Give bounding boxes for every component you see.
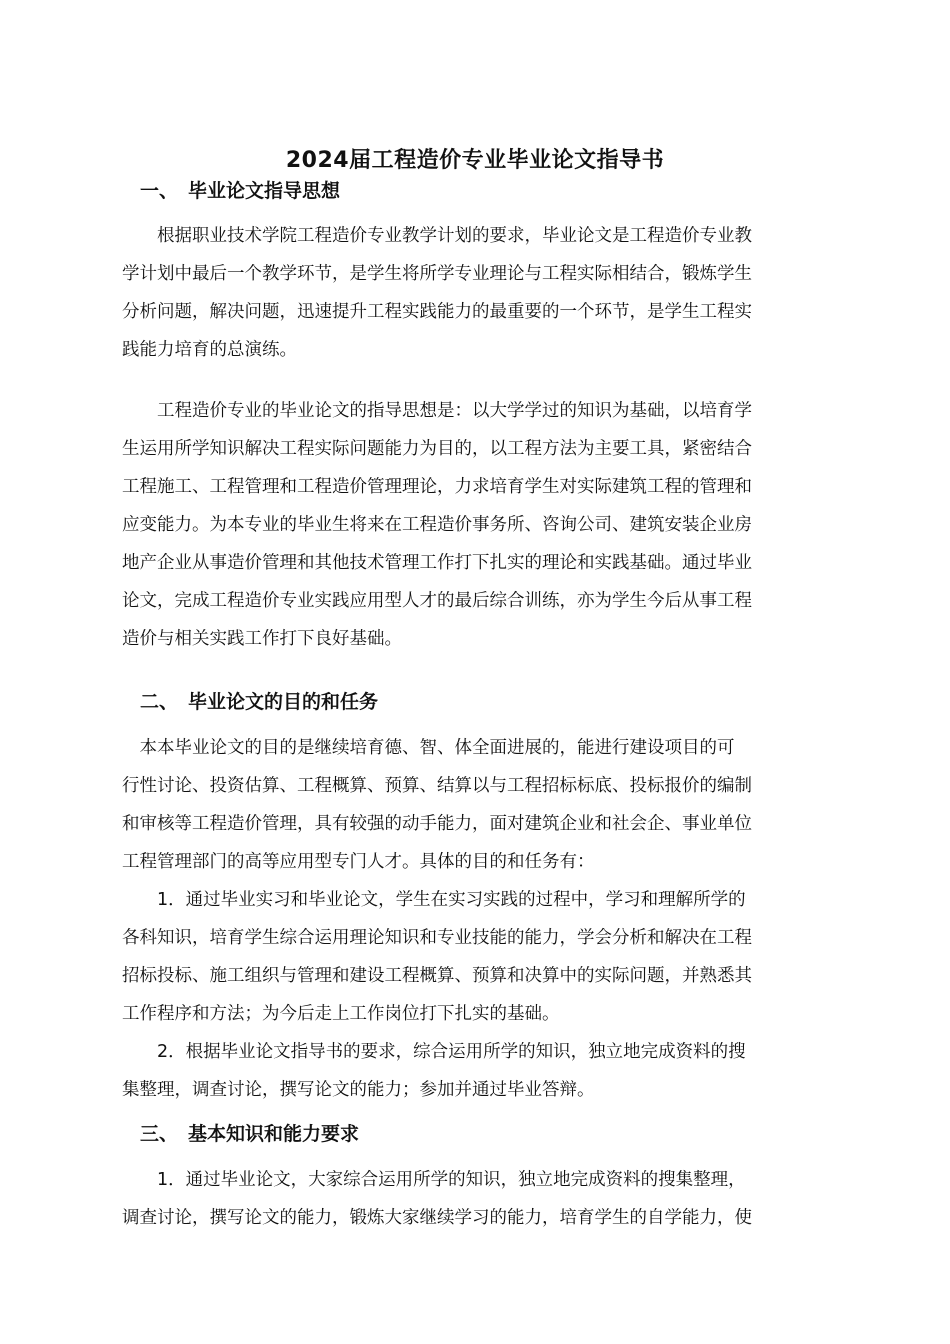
document-title: 2024届工程造价专业毕业论文指导书 [285,148,665,173]
section-heading-2 [140,687,378,714]
paragraph [122,217,828,369]
text-line: 生运用所学知识解决工程实际问题能力为目的，以工程方法为主要工具，紧密结合 [122,439,752,459]
text-line: 1．通过毕业论文，大家综合运用所学的知识，独立地完成资料的搜集整理， [122,1170,746,1190]
section-title: 基本知识和能力要求 [188,1123,360,1145]
text-line: 和审核等工程造价管理，具有较强的动手能力，面对建筑企业和社会企、事业单位 [122,814,752,834]
text-line: 根据职业技术学院工程造价专业教学计划的要求，毕业论文是工程造价专业教 [122,226,752,246]
text-line: 行性讨论、投资估算、工程概算、预算、结算以与工程招标标底、投标报价的编制 [122,776,752,796]
text-line: 集整理，调查讨论，撰写论文的能力；参加并通过毕业答辩。 [122,1080,595,1100]
section-number: 一、 [140,180,179,202]
text-line: 各科知识，培育学生综合运用理论知识和专业技能的能力，学会分析和解决在工程 [122,928,752,948]
text-line: 本本毕业论文的目的是继续培育德、智、体全面进展的，能进行建设项目的可 [122,738,735,758]
section-heading-3 [140,1119,359,1146]
text-line: 2．根据毕业论文指导书的要求，综合运用所学的知识，独立地完成资料的搜 [122,1042,746,1062]
text-line: 论文，完成工程造价专业实践应用型人才的最后综合训练，亦为学生今后从事工程 [122,591,752,611]
section-title: 毕业论文指导思想 [188,180,341,202]
text-line: 工作程序和方法；为今后走上工作岗位打下扎实的基础。 [122,1004,560,1024]
text-line: 工程管理部门的高等应用型专门人才。具体的目的和任务有： [122,852,595,872]
text-line: 分析问题，解决问题，迅速提升工程实践能力的最重要的一个环节，是学生工程实 [122,302,752,322]
section-number: 三、 [140,1123,179,1145]
text-line: 工程造价专业的毕业论文的指导思想是：以大学学过的知识为基础，以培育学 [122,401,752,421]
paragraph [122,392,828,658]
section-heading-1 [140,176,340,203]
text-line: 践能力培育的总演练。 [122,340,297,360]
text-line: 招标投标、施工组织与管理和建设工程概算、预算和决算中的实际问题，并熟悉其 [122,966,752,986]
section-number: 二、 [140,691,179,713]
text-line: 调查讨论，撰写论文的能力，锻炼大家继续学习的能力，培育学生的自学能力，使 [122,1208,752,1228]
text-line: 应变能力。为本专业的毕业生将来在工程造价事务所、咨询公司、建筑安装企业房 [122,515,752,535]
paragraph [122,1161,828,1237]
text-line: 地产企业从事造价管理和其他技术管理工作打下扎实的理论和实践基础。通过毕业 [122,553,752,573]
text-line: 学计划中最后一个教学环节，是学生将所学专业理论与工程实际相结合，锻炼学生 [122,264,752,284]
text-line: 工程施工、工程管理和工程造价管理理论，力求培育学生对实际建筑工程的管理和 [122,477,752,497]
paragraph [122,881,828,1033]
section-title: 毕业论文的目的和任务 [188,691,379,713]
text-line: 造价与相关实践工作打下良好基础。 [122,629,402,649]
paragraph [122,1033,828,1109]
text-line: 1．通过毕业实习和毕业论文，学生在实习实践的过程中，学习和理解所学的 [122,890,746,910]
paragraph [122,729,828,881]
